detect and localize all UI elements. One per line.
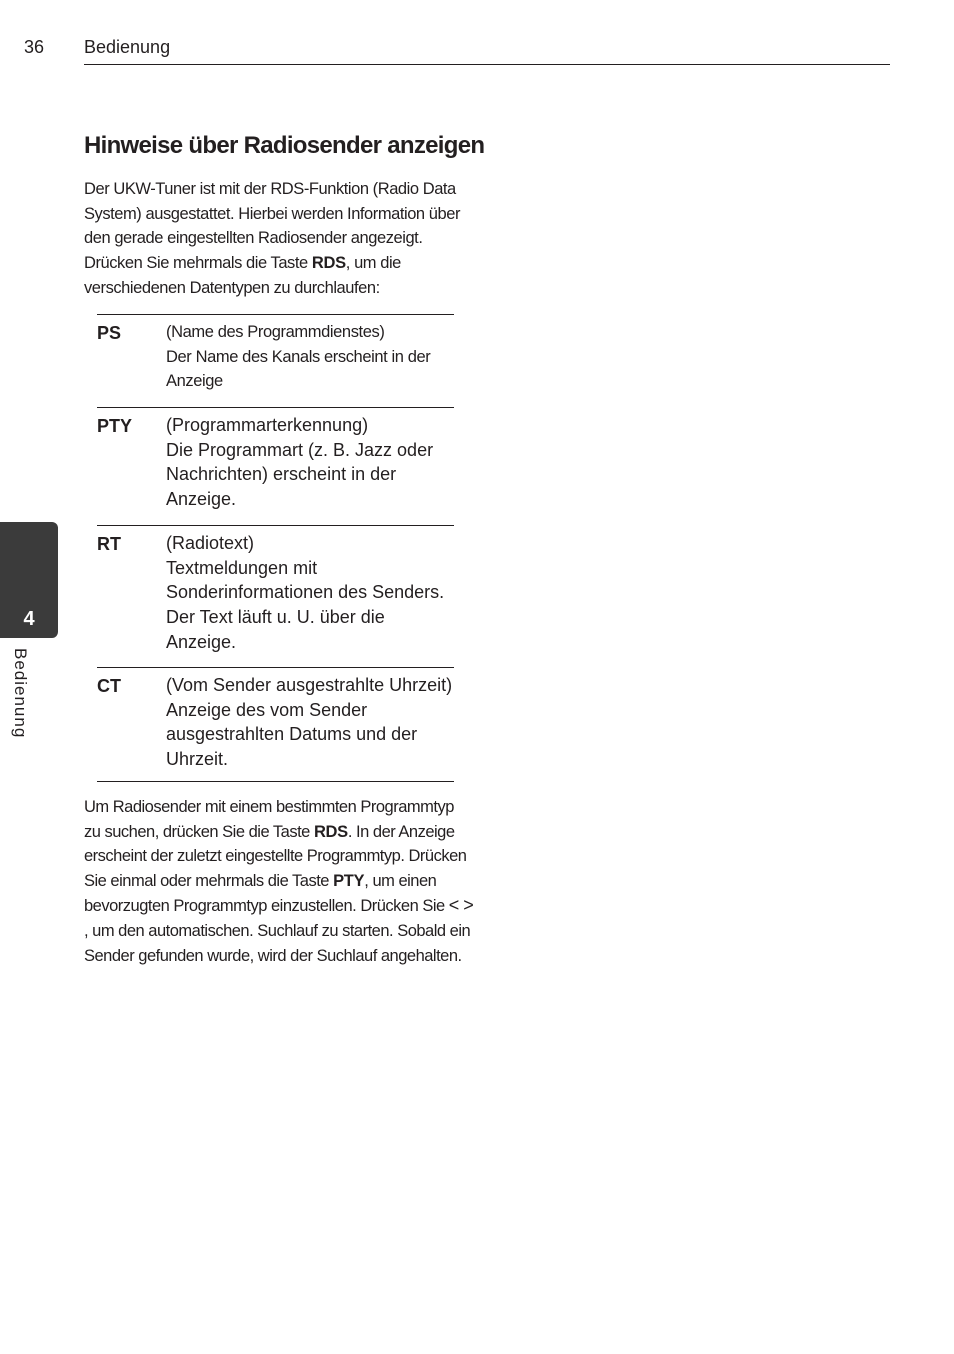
rds-description-text: Der Name des Kanals erscheint in der Anzeige (166, 347, 431, 391)
skip-arrows-icon: < > (448, 895, 474, 916)
rds-description-text: Textmeldungen mit Sonderinformationen des Senders. Der Text läuft u. U. über die Anzeige. (166, 557, 445, 652)
rds-description (166, 320, 458, 394)
outro-text: . In der Anzeige erscheint der zuletzt eingestellte Programmtyp. Drücken Sie einmal oder mehrmals die Taste (84, 822, 467, 890)
pty-key-label: PTY (333, 871, 365, 890)
intro-paragraph (84, 177, 470, 301)
rds-description (166, 531, 458, 655)
chapter-label: Bedienung (11, 648, 30, 739)
outro-text: Um Radiosender mit einem bestimmten Programmtyp zu suchen, drücken Sie die Taste (84, 798, 454, 841)
outro-text: , um einen bevorzugten Programmtyp einzustellen. Drücken Sie (84, 871, 449, 916)
section-title: Hinweise über Radiosender anzeigen (84, 132, 485, 159)
rds-description-title: (Vom Sender ausgestrahlte Uhrzeit) (166, 675, 453, 695)
rds-code: PTY (97, 416, 133, 436)
rds-description-title: (Radiotext) (166, 533, 255, 553)
intro-text: Der UKW-Tuner ist mit der RDS-Funktion (Radio Data System) ausgestattet. Hierbei werden Information über den gerade eingestellten Radiosender angezeigt. Drücken Sie mehrmals die Taste (84, 180, 461, 273)
running-header: Bedienung (84, 37, 171, 57)
rds-description-text: Die Programmart (z. B. Jazz oder Nachrichten) erscheint in der Anzeige. (166, 439, 434, 510)
rds-code: RT (97, 534, 121, 554)
intro-text-end: , um die verschiedenen Datentypen zu durchlaufen: (84, 254, 401, 297)
page-number: 36 (24, 37, 45, 57)
rds-row-rt (97, 526, 454, 668)
outro-text: , um den automatischen. Suchlauf zu starten. Sobald ein Sender gefunden wurde, wird der Suchlauf angehalten. (84, 921, 471, 965)
rds-description-title: (Programmarterkennung) (166, 415, 369, 435)
rds-code: CT (97, 676, 121, 696)
header-rule (84, 64, 890, 65)
rds-key-label: RDS (313, 822, 348, 841)
outro-paragraph (84, 795, 474, 968)
rds-row-pty (97, 408, 454, 526)
rds-description-text: Anzeige des vom Sender ausgestrahlten Datums und der Uhrzeit. (166, 699, 418, 770)
rds-description (166, 673, 458, 772)
rds-row-ps (97, 315, 454, 408)
rds-description-title: (Name des Programmdienstes) (166, 323, 385, 341)
chapter-number: 4 (23, 608, 35, 630)
rds-code: PS (97, 323, 122, 343)
rds-types-table (97, 314, 454, 782)
rds-description (166, 413, 458, 512)
rds-key-label: RDS (311, 254, 346, 273)
rds-row-ct (97, 668, 454, 782)
